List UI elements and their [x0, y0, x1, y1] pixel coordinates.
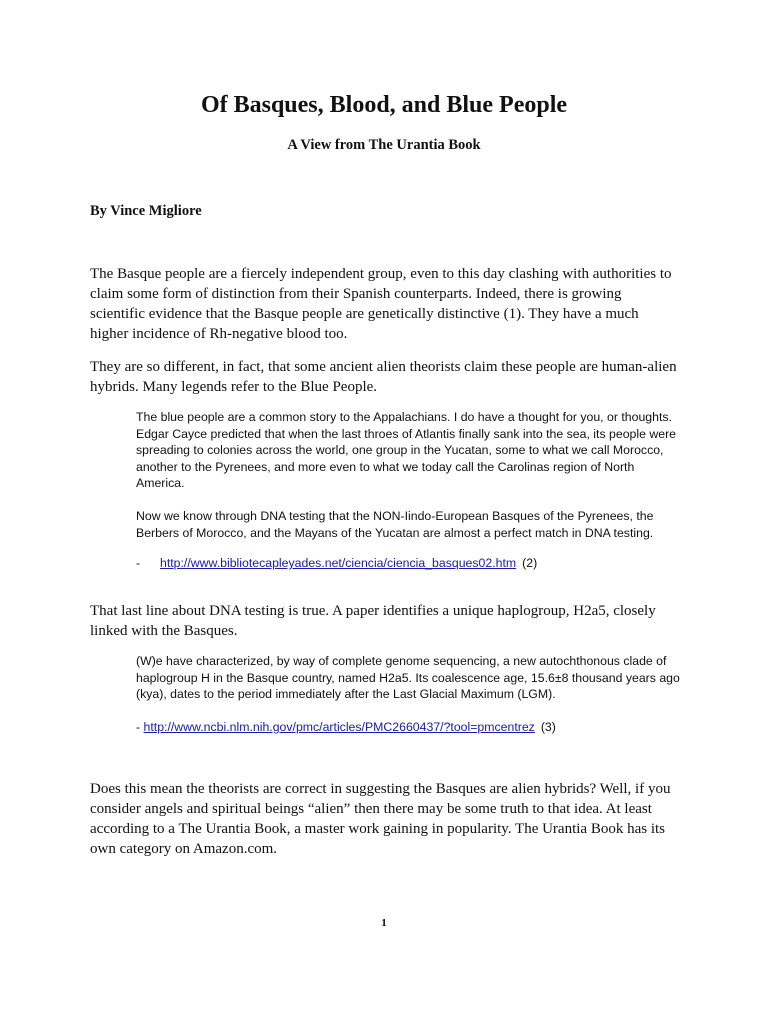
document-subtitle: A View from The Urantia Book: [287, 137, 481, 153]
reference-number: (2): [522, 556, 538, 570]
source-link[interactable]: http://www.ncbi.nlm.nih.gov/pmc/articles/PMC2660437/?tool=pmcentrez: [143, 720, 535, 734]
block-quote: Now we know through DNA testing that the NON-Iindo-European Basques of the Pyrenees, the Berbers of Morocco, and the Mayans of the Yucatan are almost a perfect match in DNA testing.: [136, 509, 654, 540]
block-quote: (W)e have characterized, by way of complete genome sequencing, a new autochthonous clade of haplogroup H in the Basque country, named H2a5. Its coalescence age, 15.6±8 thousand years ago (kya), dates to the period immediately after the Last Glacial Maximum (LGM).: [136, 654, 680, 701]
block-quote: The blue people are a common story to the Appalachians. I do have a thought for you, or thoughts. Edgar Cayce predicted that when the last throes of Atlantis finally sank into the sea, its people were spreading to colonies across the world, one group in the Yucatan, some to what we call Morocco, another to the Pyrenees, and more even to what we today call the Carolinas region of North America.: [136, 410, 677, 490]
author-byline: By Vince Migliore: [90, 203, 202, 219]
source-dash: -: [136, 720, 141, 734]
document-title: Of Basques, Blood, and Blue People: [200, 92, 568, 118]
body-paragraph: That last line about DNA testing is true. A paper identifies a unique haplogroup, H2a5, closely linked with the Basques.: [90, 603, 656, 639]
body-paragraph: They are so different, in fact, that some ancient alien theorists claim these people are human-alien hybrids. Many legends refer to the Blue People.: [90, 359, 677, 395]
reference-number: (3): [540, 720, 556, 734]
body-paragraph: Does this mean the theorists are correct in suggesting the Basques are alien hybrids? Well, if you consider angels and spiritual beings “alien” then there may be some truth to that idea. At least according to a The Urantia Book, a master work gaining in popularity. The Urantia Book has its own category on Amazon.com.: [90, 781, 671, 857]
source-link[interactable]: http://www.bibliotecapleyades.net/ciencia/ciencia_basques02.htm: [160, 556, 517, 570]
body-paragraph: The Basque people are a fiercely independent group, even to this day clashing with authorities to claim some form of distinction from their Spanish counterparts. Indeed, there is growing scientific evidence that the Basque people are genetically distinctive (1). They have a much higher incidence of Rh-negative blood too.: [90, 266, 672, 342]
quote-source: [136, 555, 537, 572]
page-number: 1: [381, 917, 387, 929]
source-dash: -: [136, 556, 141, 570]
quote-source: [136, 719, 556, 736]
